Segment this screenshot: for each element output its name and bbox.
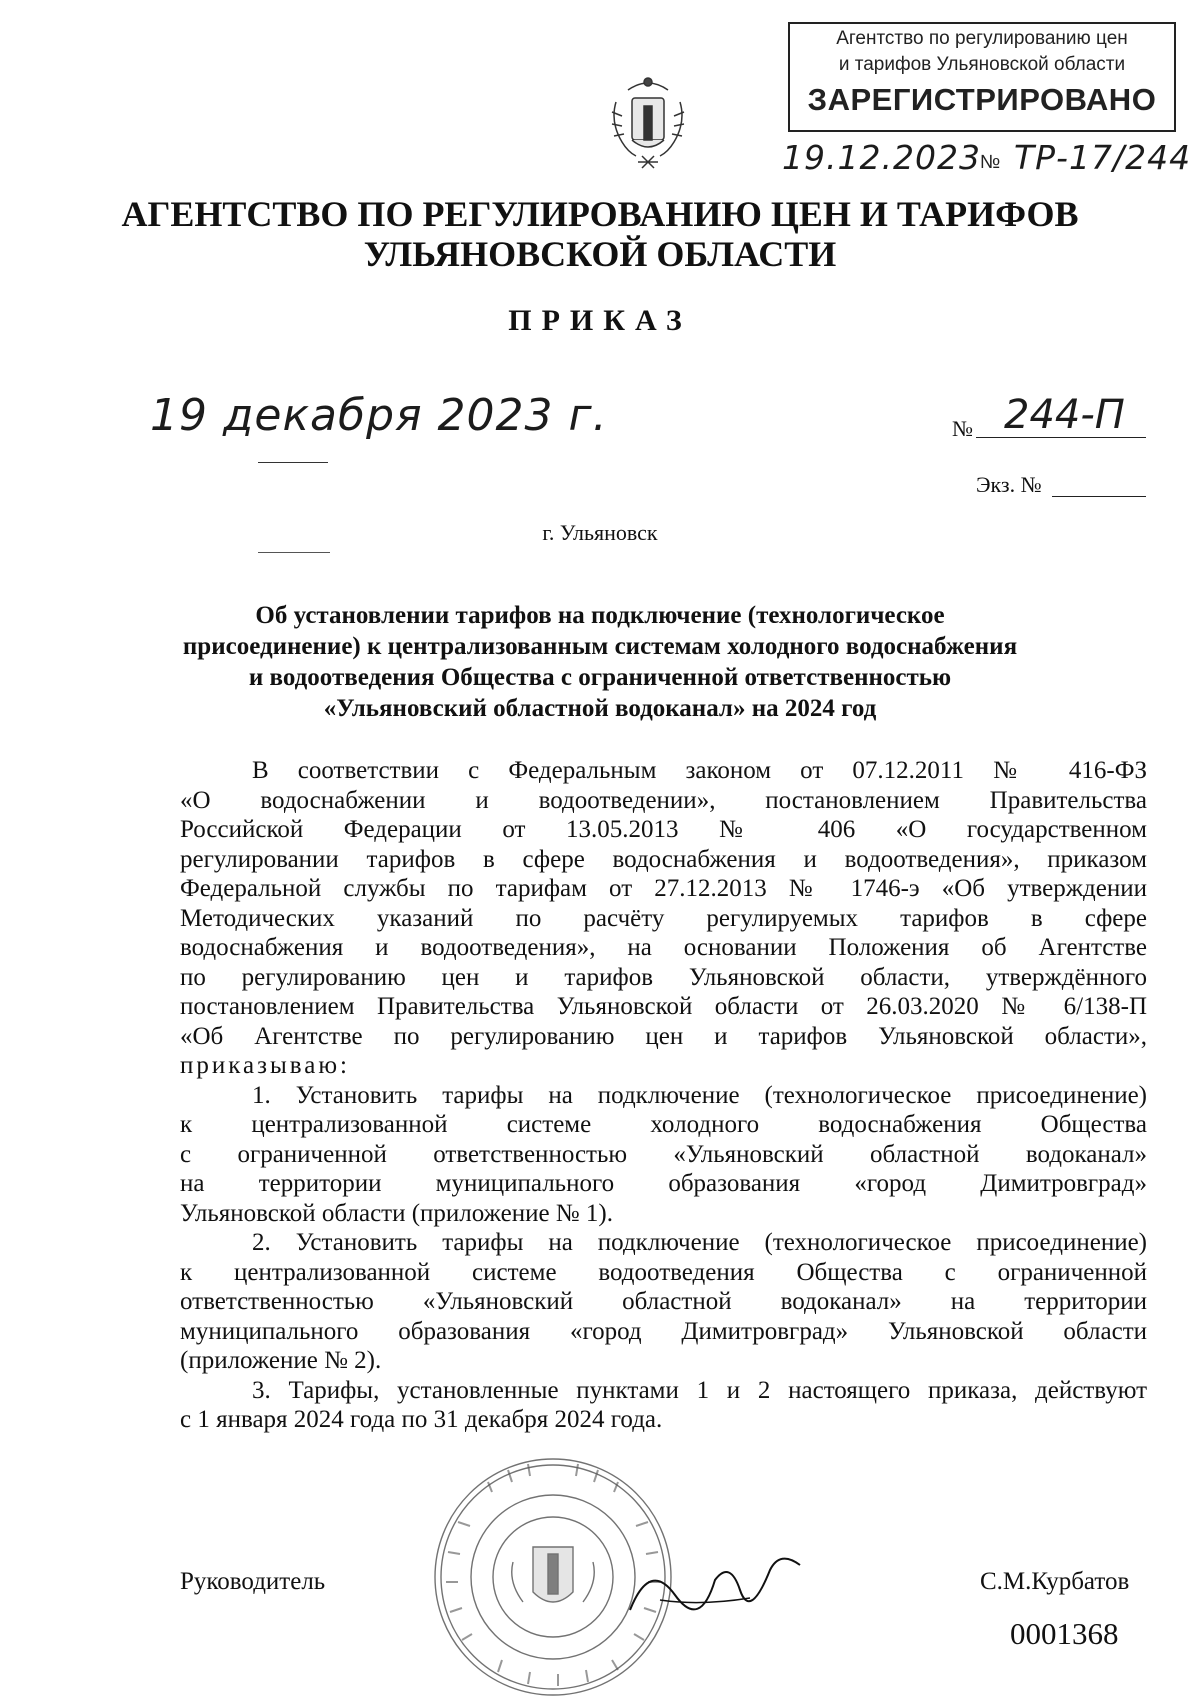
registration-stamp [782,22,1192,177]
preamble-line: Федеральной службы по тарифам от 27.12.2013 № 1746-э «Об утверждении [180,875,1147,902]
handwritten-signature [620,1540,810,1630]
item1-line: Ульяновской области (приложение № 1). [180,1199,613,1227]
preamble-line: «Об Агентстве по регулированию цен и тарифов Ульяновской области», [180,1022,1147,1050]
agency-name-line2: УЛЬЯНОВСКОЙ ОБЛАСТИ [363,234,837,274]
stamp-agency-line2: и тарифов Ульяновской области [838,54,1126,75]
item1-line: на территории муниципального образования «город Димитровград» [180,1170,1147,1197]
coat-of-arms-emblem [608,72,688,172]
preamble-line: Российской Федерации от 13.05.2013 № 406 «О государственном [180,816,1147,843]
preamble-line: «О водоснабжении и водоотведении», постановлением Правительства [180,786,1147,814]
subject-line: Об установлении тарифов на подключение (технологическое [255,602,945,629]
stamp-registration-number: ТР-17/244 [1014,138,1192,177]
document-type-title: ПРИКАЗ [508,304,692,337]
stamp-registration-date: 19.12.2023 [782,138,981,177]
item1-line: к централизованной системе холодного водоснабжения Общества [180,1111,1147,1138]
order-number-handwritten: 244-П [1004,392,1125,438]
preamble-line: В соответствии с Федеральным законом от 07.12.2011 № 416-ФЗ [252,757,1147,784]
order-number-label: № [952,416,973,441]
order-body [180,756,1147,1435]
item1-line: с ограниченной ответственностью «Ульяновский областной водоканал» [180,1140,1147,1168]
preamble-line: по регулированию цен и тарифов Ульяновской области, утверждённого [180,963,1147,991]
item1-line: 1. Установить тарифы на подключение (технологическое присоединение) [252,1081,1147,1109]
item3-line: с 1 января 2024 года по 31 декабря 2024 года. [180,1406,663,1433]
stamp-status: ЗАРЕГИСТРИРОВАНО [807,82,1157,117]
signatory-name: С.М.Курбатов [980,1568,1130,1595]
item2-line: к централизованной системе водоотведения Общества с ограниченной [180,1258,1147,1286]
item2-line: ответственностью «Ульяновский областной водоканал» на территории [180,1288,1147,1315]
copy-number-label: Экз. № [976,472,1042,497]
subject-line: «Ульяновский областной водоканал» на 2024 год [323,695,877,722]
preamble-line: постановлением Правительства Ульяновской области от 26.03.2020 № 6/138-П [180,993,1147,1020]
document-serial-number: 0001368 [1010,1616,1119,1651]
agency-name-line1: АГЕНТСТВО ПО РЕГУЛИРОВАНИЮ ЦЕН И ТАРИФОВ [121,194,1079,234]
preamble-line: Методических указаний по расчёту регулируемых тарифов в сфере [180,904,1147,932]
stamp-agency-line1: Агентство по регулированию цен [836,28,1128,49]
order-date-handwritten: 19 декабря 2023 г. [150,390,608,441]
preamble-line: регулировании тарифов в сфере водоснабжения и водоотведения», приказом [180,845,1147,873]
stamp-number-label: № [980,152,1001,173]
subject-line: присоединение) к централизованным системам холодного водоснабжения [182,633,1018,660]
item2-line: муниципального образования «город Димитровград» Ульяновской области [180,1317,1147,1345]
copy-number-blank [1052,496,1146,497]
city-underline [258,552,330,553]
item3-line: 3. Тарифы, установленные пунктами 1 и 2 настоящего приказа, действуют [252,1376,1147,1404]
preamble-line: водоснабжения и водоотведения», на основании Положения об Агентстве [180,934,1147,961]
date-underline [258,462,328,463]
item2-line: (приложение № 2). [180,1347,382,1374]
item2-line: 2. Установить тарифы на подключение (технологическое присоединение) [252,1229,1147,1256]
order-word: приказываю: [180,1052,350,1079]
signatory-role: Руководитель [180,1568,326,1595]
order-number-underline [976,437,1146,438]
city: г. Ульяновск [542,520,658,545]
subject-line: и водоотведения Общества с ограниченной ответственностью [248,664,952,691]
order-subject [160,600,1040,724]
